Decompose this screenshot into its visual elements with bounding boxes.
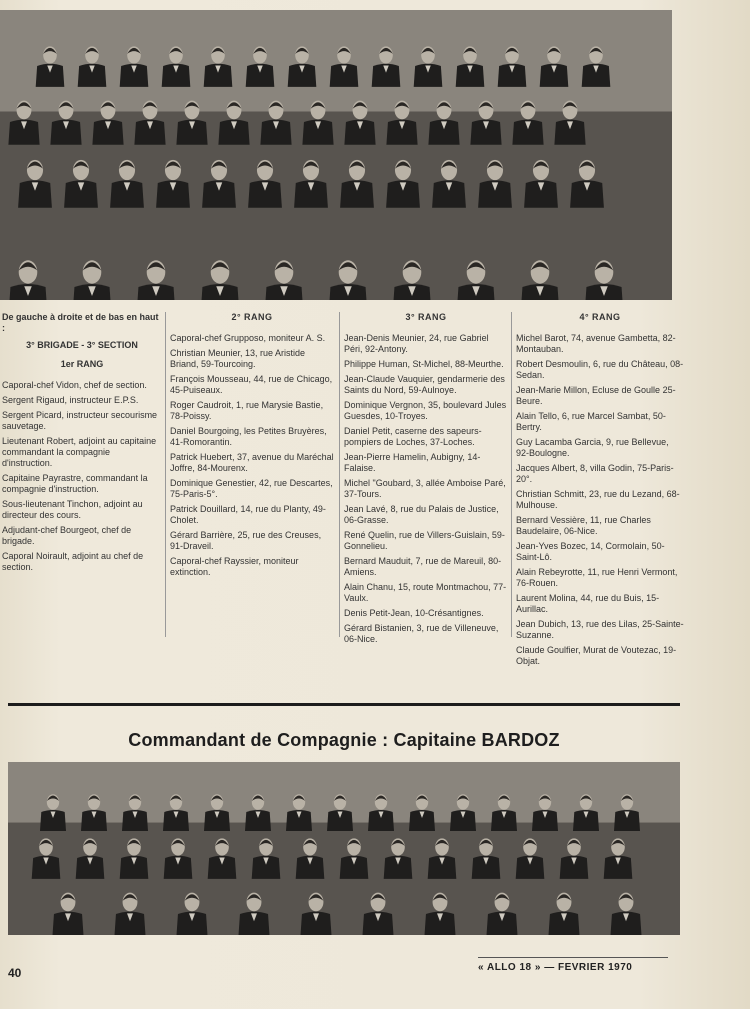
caption-entry: Alain Chanu, 15, route Montmachou, 77-Vaulx. — [344, 582, 507, 603]
caption-entry: Christian Meunier, 13, rue Aristide Briand, 59-Tourcoing. — [170, 348, 306, 369]
footer-rule — [478, 957, 668, 958]
caption-entry: Jean-Yves Bozec, 14, Cormolain, 50-Saint-Lô. — [516, 541, 665, 562]
caption-entry: Jean-Claude Vauquier, gendarmerie des Saints du Nord, 59-Aulnoye. — [344, 374, 505, 395]
caption-entry: Alain Rebeyrotte, 11, rue Henri Vermont, 76-Rouen. — [516, 567, 678, 588]
caption-entry: Dominique Genestier, 42, rue Descartes, 75-Paris-5°. — [170, 478, 333, 499]
caption-entry: Gérard Bistanien, 3, rue de Villeneuve, 06-Nice. — [344, 623, 499, 644]
entries-col1 — [2, 380, 162, 573]
column-divider — [511, 312, 512, 637]
column-divider — [339, 312, 340, 637]
brigade-heading: 3° BRIGADE - 3° SECTION — [26, 340, 138, 350]
caption-entry: Sous-lieutenant Tinchon, adjoint au directeur des cours. — [2, 499, 143, 520]
group-photo-bottom — [8, 762, 680, 935]
caption-entry: Capitaine Payrastre, commandant la compagnie d'instruction. — [2, 473, 148, 494]
caption-entry: Caporal-chef Vidon, chef de section. — [2, 380, 147, 390]
group-photo-top — [0, 10, 672, 300]
caption-entry: Caporal-chef Rayssier, moniteur extinction. — [170, 556, 299, 577]
issue-label: « ALLO 18 » — FEVRIER 1970 — [478, 962, 633, 973]
rank-heading-2: 2° RANG — [231, 312, 273, 322]
caption-entry: Michel "Goubard, 3, allée Amboise Paré, 37-Tours. — [344, 478, 506, 499]
section-title: Commandant de Compagnie : Capitaine BARDOZ — [128, 730, 560, 750]
entries-col3 — [344, 333, 508, 645]
caption-entry: Roger Caudroit, 1, rue Marysie Bastie, 78-Poissy. — [170, 400, 324, 421]
caption-entry: Sergent Rigaud, instructeur E.P.S. — [2, 395, 139, 405]
rank-heading-4: 4° RANG — [579, 312, 621, 322]
caption-entry: Claude Goulfier, Murat de Voutezac, 19-Objat. — [516, 645, 677, 666]
caption-column-2 — [170, 312, 334, 642]
entries-col4 — [516, 333, 684, 667]
caption-entry: Jacques Albert, 8, villa Godin, 75-Paris-20°. — [516, 463, 674, 484]
caption-entry: Bernard Vessière, 11, rue Charles Baudelaire, 06-Nice. — [516, 515, 651, 536]
caption-entry: Jean Dubich, 13, rue des Lilas, 25-Sainte-Suzanne. — [516, 619, 684, 640]
caption-entry: Dominique Vergnon, 35, boulevard Jules Guesdes, 10-Troyes. — [344, 400, 507, 421]
caption-columns — [0, 312, 690, 666]
caption-entry: Guy Lacamba Garcia, 9, rue Bellevue, 92-Boulogne. — [516, 437, 669, 458]
caption-entry: Robert Desmoulin, 6, rue du Château, 08-Sedan. — [516, 359, 684, 380]
page-number: 40 — [8, 966, 22, 980]
caption-entry: Adjudant-chef Bourgeot, chef de brigade. — [2, 525, 132, 546]
caption-entry: Alain Tello, 6, rue Marcel Sambat, 50-Bertry. — [516, 411, 666, 432]
caption-entry: Jean-Marie Millon, Ecluse de Goulle 25-Beure. — [516, 385, 676, 406]
caption-entry: Lieutenant Robert, adjoint au capitaine commandant la compagnie d'instruction. — [2, 436, 157, 468]
column-divider — [165, 312, 166, 637]
caption-entry: Bernard Mauduit, 7, rue de Mareuil, 80-Amiens. — [344, 556, 502, 577]
caption-entry: Daniel Bourgoing, les Petites Bruyères, 41-Romorantin. — [170, 426, 327, 447]
rank-heading-1: 1er RANG — [60, 359, 104, 369]
caption-entry: Laurent Molina, 44, rue du Buis, 15-Aurillac. — [516, 593, 660, 614]
caption-entry: Daniel Petit, caserne des sapeurs-pompiers de Loches, 37-Loches. — [344, 426, 482, 447]
caption-intro: De gauche à droite et de bas en haut : — [2, 312, 159, 333]
section-rule — [8, 703, 680, 706]
caption-entry: Caporal-chef Grupposo, moniteur A. S. — [170, 333, 326, 343]
caption-entry: Jean-Pierre Hamelin, Aubigny, 14-Falaise. — [344, 452, 481, 473]
caption-column-1 — [2, 312, 162, 642]
caption-entry: Patrick Douillard, 14, rue du Planty, 49-Cholet. — [170, 504, 326, 525]
caption-entry: Caporal Noirault, adjoint au chef de section. — [2, 551, 144, 572]
caption-entry: René Quelin, rue de Villers-Guislain, 59-Gonnelieu. — [344, 530, 505, 551]
rank-heading-3: 3° RANG — [405, 312, 447, 322]
caption-entry: Christian Schmitt, 23, rue du Lezand, 68-Mulhouse. — [516, 489, 680, 510]
caption-entry: Denis Petit-Jean, 10-Crésantignes. — [344, 608, 484, 618]
entries-col2 — [170, 333, 334, 578]
caption-entry: Michel Barot, 74, avenue Gambetta, 82-Montauban. — [516, 333, 676, 354]
caption-entry: Jean Lavé, 8, rue du Palais de Justice, 06-Grasse. — [344, 504, 499, 525]
caption-entry: Gérard Barrière, 25, rue des Creuses, 91-Draveil. — [170, 530, 322, 551]
caption-entry: François Mousseau, 44, rue de Chicago, 45-Puiseaux. — [170, 374, 333, 395]
caption-column-4 — [516, 312, 684, 666]
caption-column-3 — [344, 312, 508, 642]
caption-entry: Philippe Human, St-Michel, 88-Meurthe. — [344, 359, 504, 369]
caption-entry: Sergent Picard, instructeur secourisme sauvetage. — [2, 410, 158, 431]
caption-entry: Jean-Denis Meunier, 24, rue Gabriel Péri, 92-Antony. — [344, 333, 489, 354]
caption-entry: Patrick Huebert, 37, avenue du Maréchal Joffre, 84-Mourenx. — [170, 452, 334, 473]
